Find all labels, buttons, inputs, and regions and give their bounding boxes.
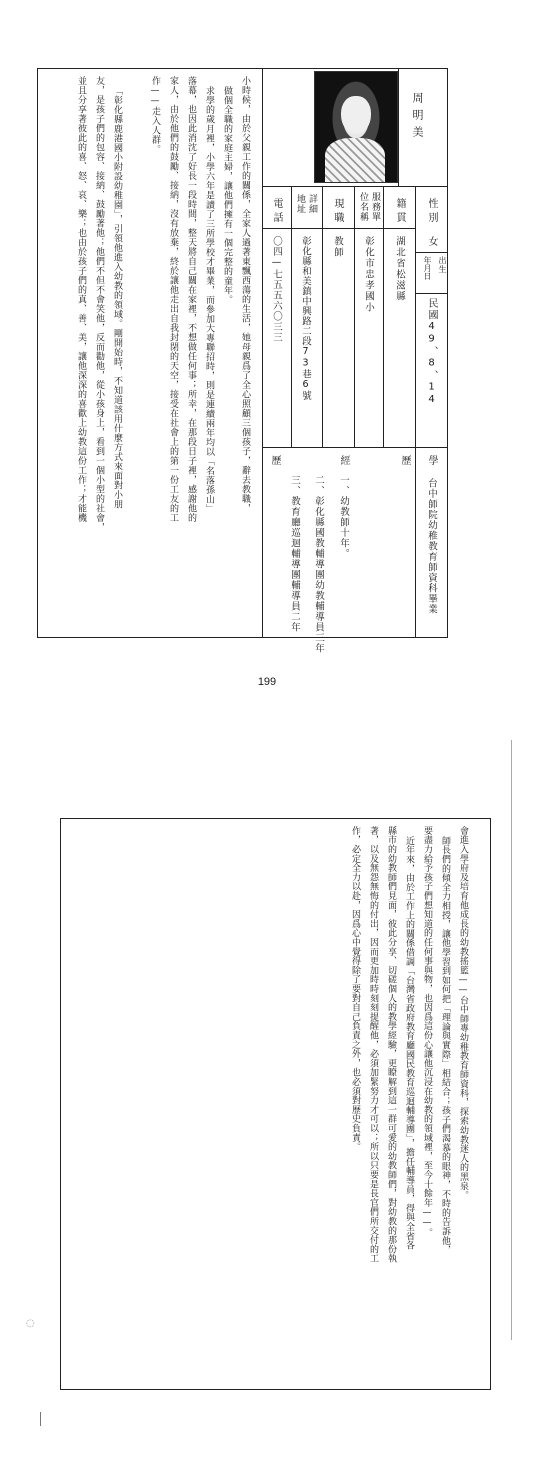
- photo-name-divider: [398, 68, 399, 186]
- label-phone: 電話: [271, 198, 282, 226]
- essay-p2-line-4: 近年來，由於工作上的關係借調「台灣省政府教育廳國民教育巡迴輔導團」，擔任輔導員，得與全省各: [404, 836, 414, 1250]
- essay-p2-line-6: 著，以及無怨無悔的付出，因而更加時時刻刻提醒他，必須加緊努力才可以；所以只要是長官們所交付的工: [368, 826, 378, 1264]
- label-history-top: 歷: [399, 455, 410, 469]
- portrait-photo: [314, 71, 398, 183]
- position-col-divider: [322, 186, 323, 447]
- experience-item-3: 三、教育廳巡迴輔導團輔導員二年: [289, 475, 300, 633]
- hometown-col-divider: [383, 186, 384, 447]
- value-birth: 民國49、8、14: [426, 298, 437, 407]
- label-education: 學: [426, 455, 437, 469]
- essay-p2-line-5: 縣市的幼教師們見面，彼此分享、切磋個人的教學經驗，更瞭解到這一群可愛的幼教師們，對幼教的那份執: [386, 826, 396, 1264]
- value-hometown: 湖北省松滋縣: [394, 236, 405, 302]
- teacher-name: 周明美: [411, 92, 424, 143]
- scan-speck-circle: ◌: [26, 1318, 35, 1329]
- label-history-bottom: 歷: [269, 455, 280, 469]
- value-address: 彰化縣和美鎮中興路二段73巷6號: [300, 236, 311, 401]
- experience-item-1: 一、幼教師十年。: [338, 475, 349, 559]
- experience-item-2: 二、彰化縣國教輔導團幼教輔導員三年: [313, 475, 324, 654]
- portrait-face: [341, 96, 371, 134]
- portrait-scarf: [325, 138, 385, 182]
- essay-p2-line-7: 作，必定全力以赴，因爲心中覺得除了要對自己負責之外，也必須對歷史負責。: [350, 826, 360, 1152]
- birth-label-divider: [415, 293, 448, 294]
- essay-p1-line-4: 落幕，也因此消沈了好長一段時間，整天將自己關在家裡，不想做任何事；所幸，在那段日子裡，感謝他的: [186, 76, 196, 523]
- label-birth-top: 出生: [438, 256, 447, 274]
- value-workplace: 彰化市忠孝國小: [363, 236, 374, 313]
- label-workplace: 服務單位名稱: [358, 192, 380, 222]
- education-divider: [415, 447, 416, 638]
- essay-p1-line-6: 作——走入人群。: [150, 76, 160, 154]
- essay-p1-line-5: 家人，由於他們的鼓勵、接納，沒有放棄，終於讓他走出自我封閉的天空，接受在社會上的第一份工友的工: [168, 76, 178, 523]
- value-education: 台中師院幼稚教育師資科畢業: [426, 478, 437, 615]
- essay-p1-line-8: 友，是孩子們的包容、接納、鼓勵著他；他們不但不會笑他，反而勸他，從小孩身上，看到一個小型的社會，: [94, 76, 104, 532]
- address-col-divider: [291, 186, 292, 447]
- value-gender: 女: [426, 236, 437, 250]
- page-number: 199: [257, 676, 277, 688]
- label-experience: 經: [338, 455, 349, 469]
- gender-birth-divider: [415, 252, 448, 253]
- essay-p1-line-7: 「彰化縣鹿港國小附設幼稚園」，引領他進入幼教的領域。剛開始時，不知道該用什麼方式來面對小朋: [112, 86, 122, 509]
- photo-row-bottom-border: [262, 186, 448, 187]
- essay-p2-line-1: 會進入學府及培育他成長的幼教搖籃——台中師專幼稚教育師資科，探索幼教迷人的黑泉。: [458, 826, 468, 1200]
- workplace-col-divider: [354, 186, 355, 447]
- label-position: 現職: [332, 198, 343, 226]
- label-row-divider: [262, 228, 415, 229]
- label-birth-bottom: 年月日: [423, 256, 432, 280]
- essay-p1-line-2: 做個全職的家庭主婦，讓他們擁有一個完整的童年。: [222, 86, 232, 305]
- essay-p2-line-3: 要盡力給予孩子們想知道的任何事與物，也因爲這份心讓他沉浸在幼教的領域裡，至今十餘年——。: [422, 826, 432, 1238]
- essay-p1-line-9: 並且分享著彼此的喜、怒、哀、樂；也由於孩子們的真、善、美，讓他深深的喜歡上幼教這份工作；才能機: [76, 76, 86, 523]
- profile-left-border: [262, 68, 263, 638]
- value-position: 教師: [332, 236, 343, 258]
- essay-p2-line-2: 師長們的傾全力相授，讓他學習到如何把「理論與實際」相結合；孩子們渴慕的眼神，不時的告訴他，: [440, 836, 450, 1255]
- label-gender: 性別: [426, 198, 437, 226]
- essay-p1-line-1: 小時候，由於父親工作的關係，全家人過著東飄西蕩的生活，她母親爲了全心照顧三個孩子，辭去教職，: [240, 76, 250, 513]
- label-address: 詳細地址: [295, 194, 317, 214]
- gender-col-divider: [415, 186, 416, 447]
- value-phone: 〇四—七五五六〇三三: [271, 236, 282, 343]
- scan-speck-bottom: [40, 1412, 41, 1426]
- essay-p1-line-3: 求學的歲月裡，小學六年是讀了三所學校才畢業，而參加大專聯招時，則是連續兩年均以「名落孫山」: [204, 86, 214, 514]
- scan-edge-mark: [511, 740, 512, 1340]
- label-hometown: 籍貫: [394, 198, 405, 226]
- profile-info-bottom-border: [262, 447, 448, 448]
